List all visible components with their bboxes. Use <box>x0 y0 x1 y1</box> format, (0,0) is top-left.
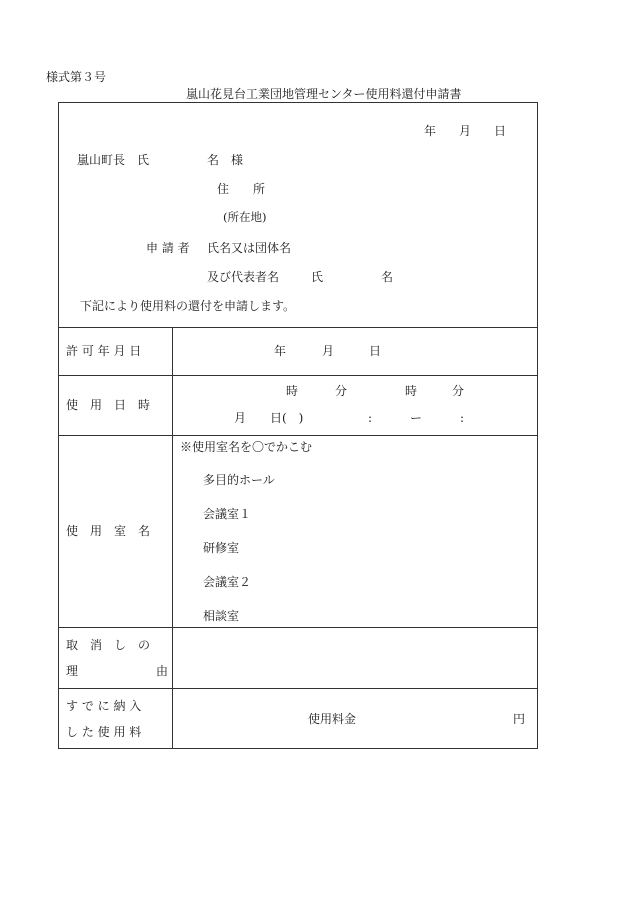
permit-date-label: 許 可 年 月 日 <box>66 344 142 358</box>
header-day: 日 <box>494 124 507 138</box>
representative-label: 及び代表者名 <box>207 270 280 284</box>
permit-day: 日 <box>369 344 382 358</box>
statement: 下記により使用料の還付を申請します。 <box>80 299 296 313</box>
paid-fee-label-2: し た 使 用 料 <box>66 725 142 739</box>
room-note: ※使用室名を〇でかこむ <box>180 440 313 454</box>
header-year: 年 <box>424 124 437 138</box>
usage-min-2: 分 <box>452 384 465 398</box>
applicant-name-label: 氏名又は団体名 <box>207 241 292 255</box>
permit-year: 年 <box>274 344 287 358</box>
room-option-training: 研修室 <box>203 541 240 555</box>
row-divider <box>58 327 538 328</box>
room-option-consultation: 相談室 <box>203 609 240 623</box>
usage-day: 日( ) <box>270 411 304 425</box>
column-divider <box>172 327 173 749</box>
row-divider <box>58 627 538 628</box>
cancel-reason-label-2-left: 理 <box>66 664 79 678</box>
fee-label: 使用料金 <box>308 712 357 726</box>
room-option-meeting-1: 会議室１ <box>203 507 252 521</box>
usage-month: 月 <box>234 411 247 425</box>
cancel-reason-label-1: 取 消 し の <box>66 638 151 652</box>
addressee-suffix: 名 様 <box>207 153 244 167</box>
usage-min-1: 分 <box>335 384 348 398</box>
rep-given: 名 <box>381 270 394 284</box>
row-divider <box>58 688 538 689</box>
form-number: 様式第３号 <box>46 70 107 84</box>
address-label: 住 所 <box>217 182 266 196</box>
room-name-label: 使 用 室 名 <box>66 524 151 538</box>
permit-month: 月 <box>322 344 335 358</box>
cancel-reason-label-2-right: 由 <box>156 664 169 678</box>
usage-colon-1: : <box>368 411 373 425</box>
usage-hour-2: 時 <box>405 384 418 398</box>
applicant-label: 申 請 者 <box>146 241 190 255</box>
usage-dash: ー <box>410 411 423 425</box>
addressee: 嵐山町長 氏 <box>77 153 150 167</box>
usage-datetime-label: 使 用 日 時 <box>66 398 151 412</box>
rep-surname: 氏 <box>311 270 324 284</box>
row-divider <box>58 435 538 436</box>
location-label: (所在地) <box>223 210 267 224</box>
usage-colon-2: : <box>460 411 465 425</box>
form-title: 嵐山花見台工業団地管理センター使用料還付申請書 <box>186 87 462 101</box>
room-option-hall: 多目的ホール <box>203 473 275 487</box>
paid-fee-label-1: す で に 納 入 <box>66 699 142 713</box>
fee-yen: 円 <box>513 712 526 726</box>
room-option-meeting-2: 会議室２ <box>203 575 252 589</box>
row-divider <box>58 375 538 376</box>
header-month: 月 <box>459 124 472 138</box>
usage-hour-1: 時 <box>286 384 299 398</box>
